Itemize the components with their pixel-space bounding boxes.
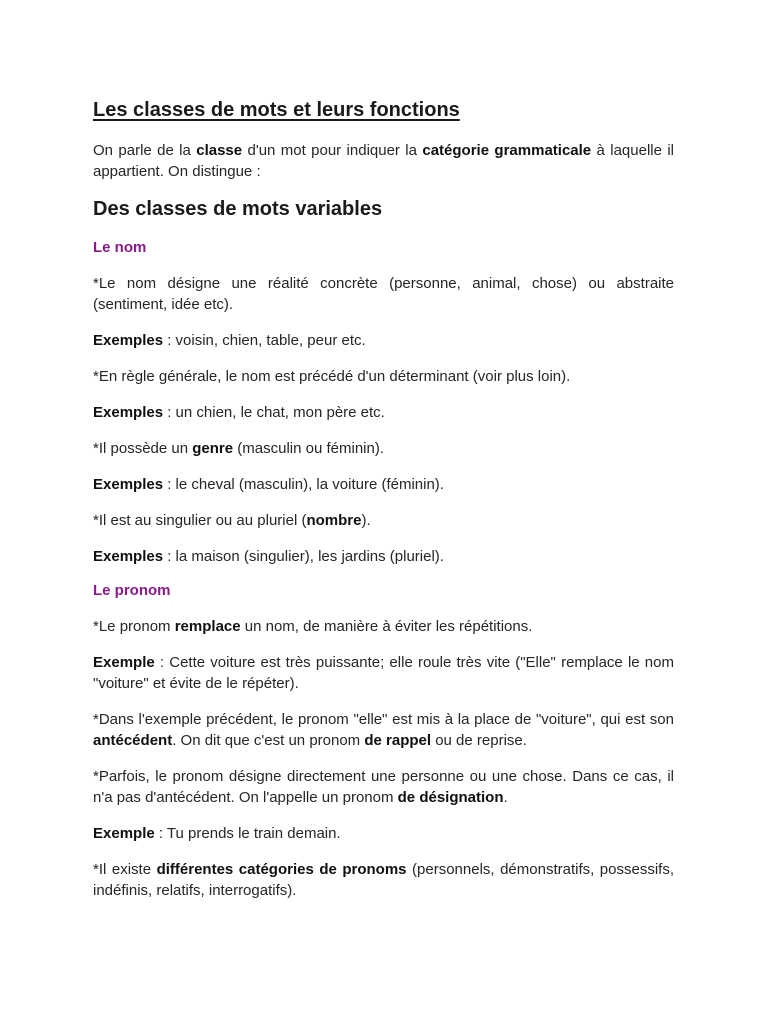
text: On parle de la <box>93 142 197 159</box>
example-text: : Cette voiture est très puissante; elle roule très vite ("Elle" remplace le nom "voiture" et évite de le répéter). <box>93 654 674 692</box>
nom-paragraph-2: *En règle générale, le nom est précédé d'un déterminant (voir plus loin). <box>93 368 571 385</box>
nom-paragraph-4 <box>93 510 674 531</box>
pronom-example-1 <box>93 652 674 694</box>
text: . <box>503 789 508 806</box>
example-text: : un chien, le chat, mon père etc. <box>163 404 385 421</box>
nom-example-1 <box>93 330 674 351</box>
text: d'un mot pour indiquer la <box>242 142 423 159</box>
example-text: : la maison (singulier), les jardins (pluriel). <box>163 548 444 565</box>
text: *Le pronom <box>93 618 175 635</box>
example-label: Exemples <box>93 476 164 493</box>
text: (masculin ou féminin). <box>233 440 384 457</box>
text: ). <box>361 512 371 529</box>
text: *Parfois, le pronom désigne directement une personne ou une chose. Dans ce cas, il n'a pas d'antécédent. On l'appelle un pronom <box>93 768 674 806</box>
bold-term: de désignation <box>397 789 504 806</box>
text: *Il possède un <box>93 440 193 457</box>
text: *Dans l'exemple précédent, le pronom "elle" est mis à la place de "voiture", qui est son <box>93 711 674 728</box>
pronom-paragraph-1 <box>93 616 674 637</box>
text: un nom, de manière à éviter les répétitions. <box>240 618 533 635</box>
example-label: Exemples <box>93 548 164 565</box>
bold-term: genre <box>192 440 234 457</box>
subheading-pronom: Le pronom <box>93 582 171 599</box>
section-title: Des classes de mots variables <box>93 198 383 220</box>
example-text: : Tu prends le train demain. <box>154 825 341 842</box>
pronom-example-2 <box>93 823 674 844</box>
text: (personnels, démonstratifs, possessifs, indéfinis, relatifs, interrogatifs). <box>93 861 675 899</box>
text: à laquelle il appartient. On distingue : <box>93 142 675 180</box>
example-label: Exemples <box>93 332 164 349</box>
text: *Il existe <box>93 861 157 878</box>
example-text: : voisin, chien, table, peur etc. <box>163 332 366 349</box>
bold-term: classe <box>196 142 243 159</box>
nom-example-3 <box>93 474 674 495</box>
nom-example-2 <box>93 402 674 423</box>
subheading-nom: Le nom <box>93 239 147 256</box>
text: ou de reprise. <box>431 732 527 749</box>
nom-paragraph-1: *Le nom désigne une réalité concrète (personne, animal, chose) ou abstraite (sentiment, idée etc). <box>93 275 674 313</box>
document-title: Les classes de mots et leurs fonctions <box>93 99 460 121</box>
pronom-paragraph-2 <box>93 709 674 751</box>
text: *Il est au singulier ou au pluriel ( <box>93 512 307 529</box>
example-text: : le cheval (masculin), la voiture (féminin). <box>163 476 444 493</box>
bold-term: antécédent <box>93 732 173 749</box>
bold-term: catégorie grammaticale <box>422 142 592 159</box>
bold-term: nombre <box>306 512 362 529</box>
example-label: Exemple <box>93 825 155 842</box>
example-label: Exemples <box>93 404 164 421</box>
example-label: Exemple <box>93 654 155 671</box>
nom-example-4 <box>93 546 674 567</box>
pronom-paragraph-4 <box>93 859 674 901</box>
nom-paragraph-3 <box>93 438 674 459</box>
intro-paragraph <box>93 140 674 182</box>
document-page <box>93 98 674 916</box>
bold-term: remplace <box>174 618 241 635</box>
bold-term: de rappel <box>364 732 432 749</box>
text: . On dit que c'est un pronom <box>172 732 365 749</box>
pronom-paragraph-3 <box>93 766 674 808</box>
bold-term: différentes catégories de pronoms <box>156 861 407 878</box>
